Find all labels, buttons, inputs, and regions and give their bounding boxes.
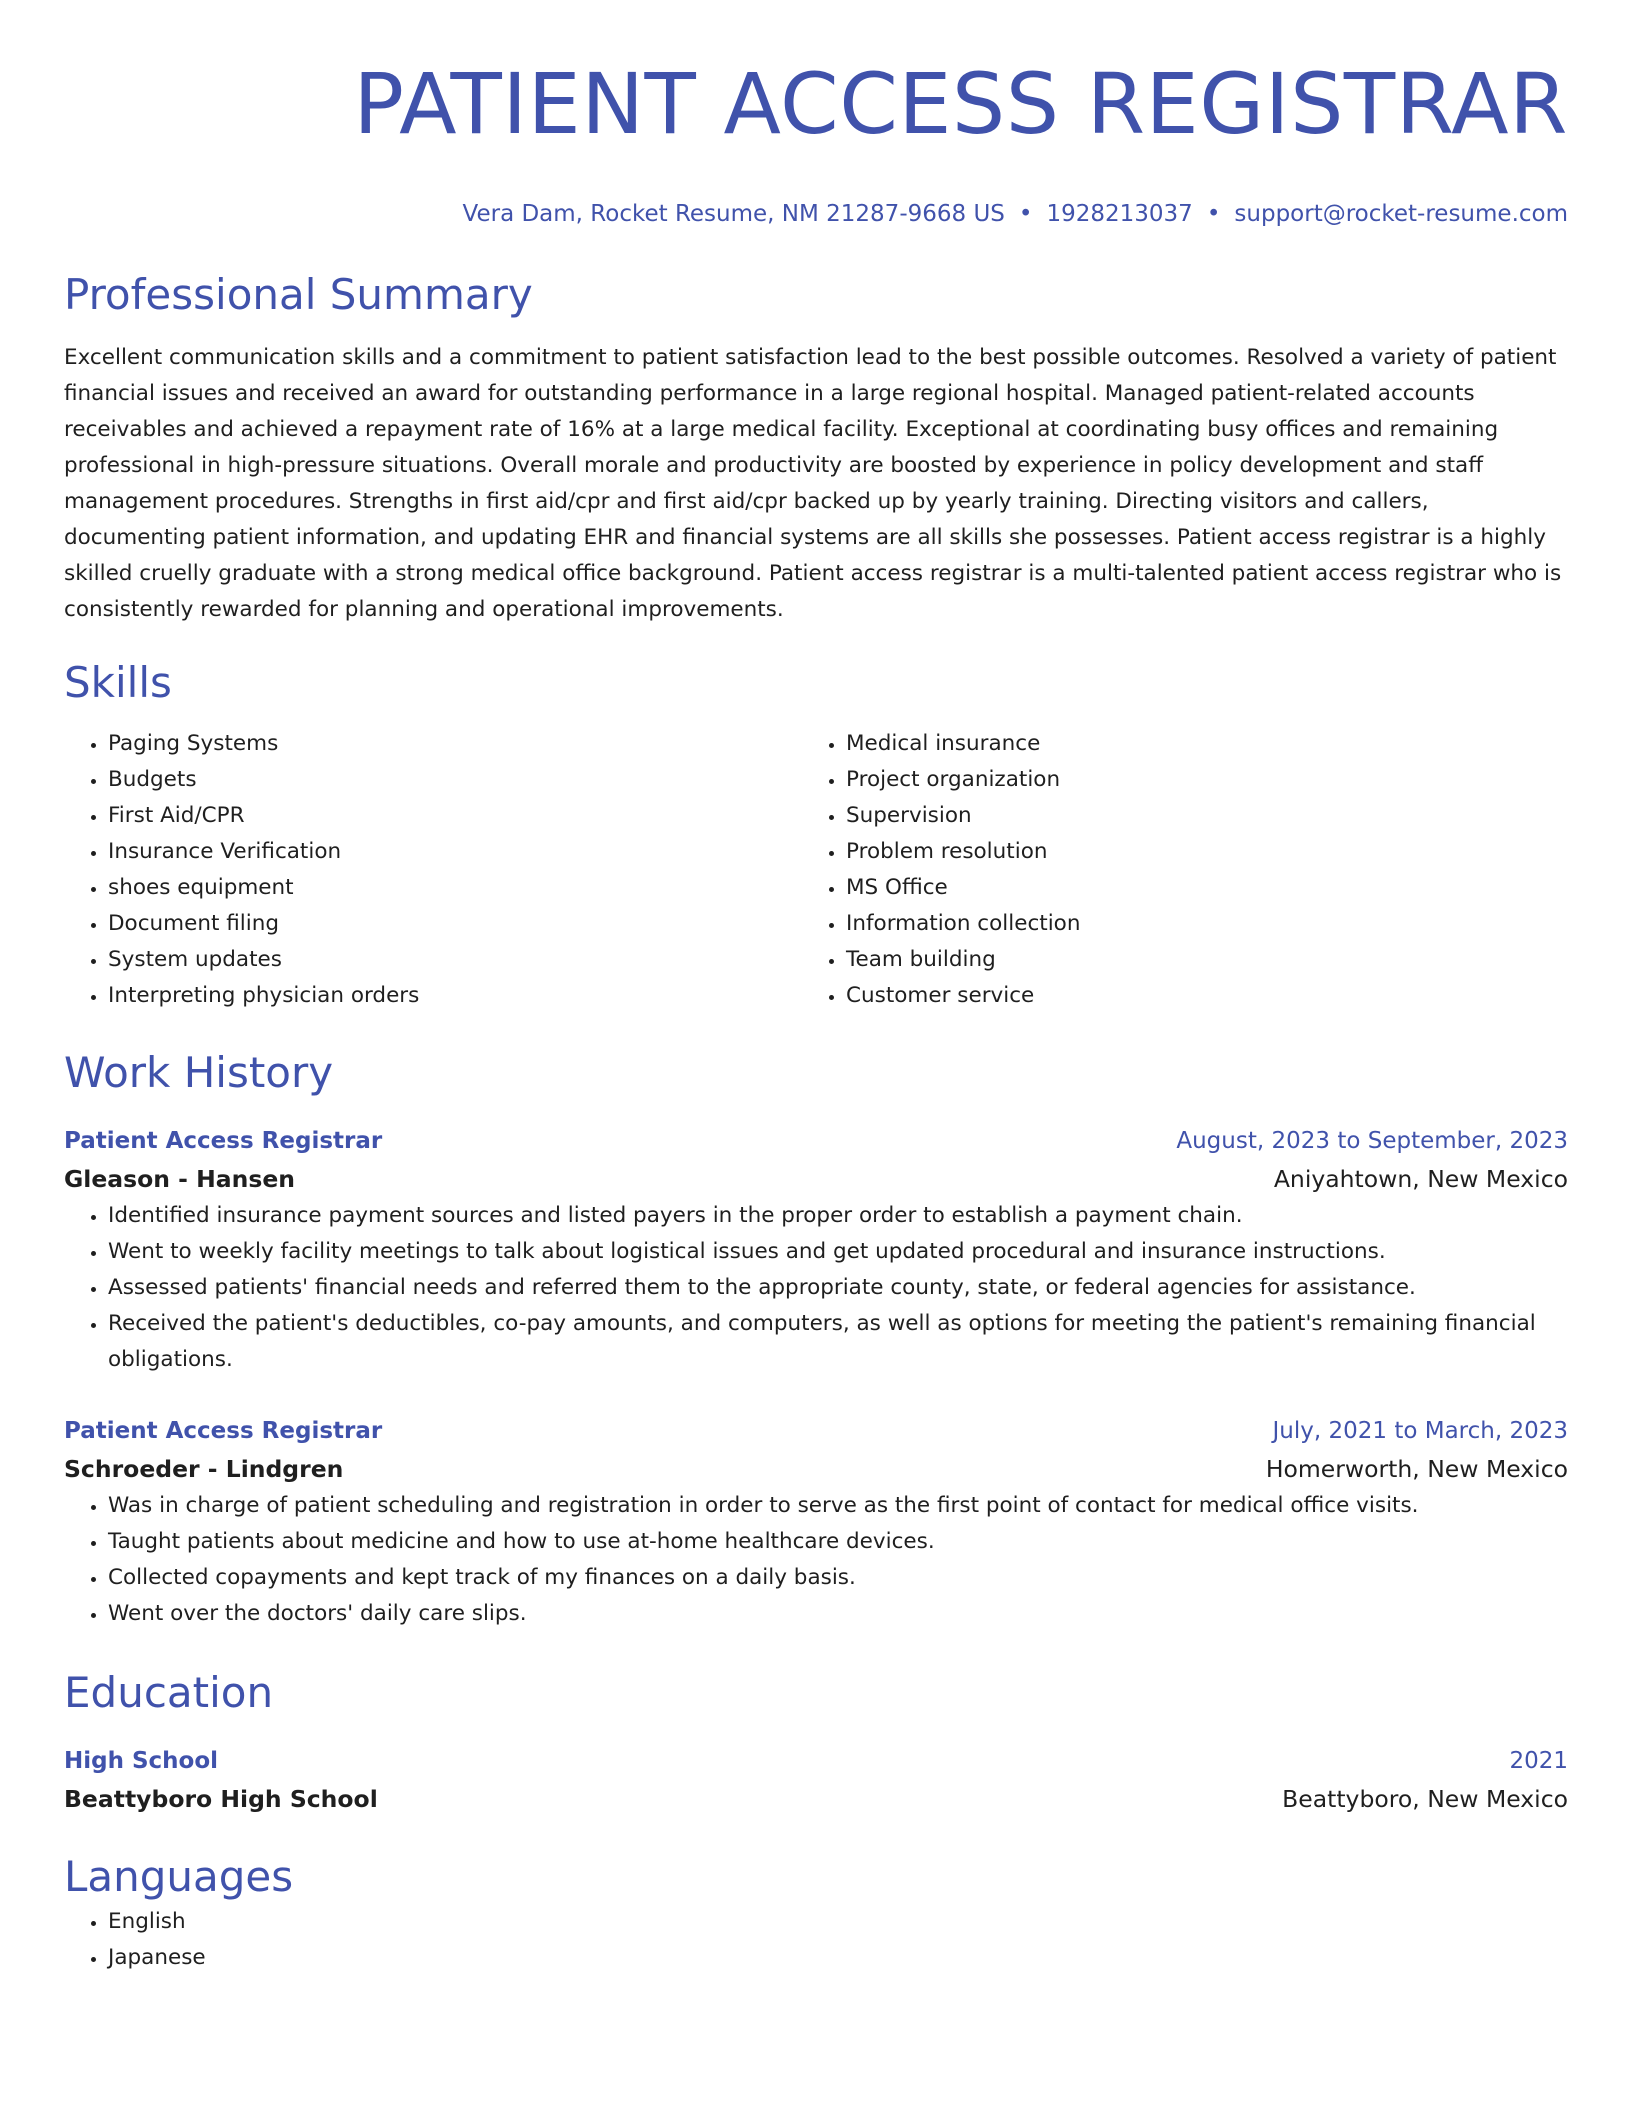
- job-duty: • Received the patient's deductibles, co-pay amounts, and computers, as well as options for meeting the patient's remaining financial obligations.: [108, 1306, 1568, 1378]
- skill-item: • Document filing: [108, 906, 802, 942]
- skill-item: • Interpreting physician orders: [108, 978, 802, 1014]
- contact-email[interactable]: support@rocket-resume.com: [1234, 201, 1568, 227]
- job-company: Schroeder - Lindgren: [64, 1455, 344, 1483]
- job-duty: • Taught patients about medicine and how to use at-home healthcare devices.: [108, 1524, 1568, 1560]
- skill-item: • shoes equipment: [108, 870, 802, 906]
- job-header: [64, 1122, 1568, 1160]
- job-duty: • Collected copayments and kept track of my finances on a daily basis.: [108, 1560, 1568, 1596]
- education-year: 2021: [1509, 1748, 1568, 1774]
- skill-item: • Supervision: [846, 798, 1568, 834]
- contact-separator: •: [1206, 201, 1221, 227]
- job-dates: August, 2023 to September, 2023: [1176, 1128, 1568, 1154]
- job-title: Patient Access Registrar: [64, 1128, 383, 1154]
- skills-list: [64, 726, 1568, 1014]
- summary-text: Excellent communication skills and a commitment to patient satisfaction lead to the best possible outcomes. Resolved a variety of patient financial issues and received an award for outstanding performance in a large regional hospital. Managed patient-related accounts receivables and achieved a repayment rate of 16% at a large medical facility. Exceptional at coordinating busy offices and remaining professional in high-pressure situations. Overall morale and productivity are boosted by experience in policy development and staff management procedures. Strengths in first aid/cpr and first aid/cpr backed up by yearly training. Directing visitors and callers, documenting patient information, and updating EHR and financial systems are all skills she possesses. Patient access registrar is a highly skilled cruelly graduate with a strong medical office background. Patient access registrar is a multi-talented patient access registrar who is consistently rewarded for planning and operational improvements.: [64, 345, 1562, 622]
- education-entry: [64, 1742, 1568, 1818]
- languages-list: [64, 1904, 1568, 1976]
- contact-separator: •: [1018, 201, 1033, 227]
- job-location: Aniyahtown, New Mexico: [1273, 1165, 1568, 1193]
- job-location: Homerworth, New Mexico: [1265, 1455, 1568, 1483]
- education-location: Beattyboro, New Mexico: [1282, 1785, 1568, 1813]
- contact-phone: 1928213037: [1046, 201, 1193, 227]
- candidate-title: PATIENT ACCESS REGISTRAR: [353, 55, 1568, 153]
- skill-item: • First Aid/CPR: [108, 798, 802, 834]
- skill-item: • Budgets: [108, 762, 802, 798]
- skill-item: • Paging Systems: [108, 726, 802, 762]
- skill-item: • Customer service: [846, 978, 1568, 1014]
- education-school: Beattyboro High School: [64, 1785, 378, 1813]
- job-header: [64, 1412, 1568, 1450]
- job-title: Patient Access Registrar: [64, 1418, 383, 1444]
- job-employer-row: [64, 1160, 1568, 1198]
- job-entry: [64, 1412, 1568, 1632]
- skills-column-right: [802, 726, 1568, 1014]
- skill-item: • Insurance Verification: [108, 834, 802, 870]
- language-item: • English: [108, 1904, 1568, 1940]
- contact-line: [64, 198, 1568, 230]
- job-duty: • Was in charge of patient scheduling and registration in order to serve as the first point of contact for medical office visits.: [108, 1488, 1568, 1524]
- job-dates: July, 2021 to March, 2023: [1272, 1418, 1568, 1444]
- education-header: [64, 1742, 1568, 1780]
- skill-item: • Medical insurance: [846, 726, 1568, 762]
- job-company: Gleason - Hansen: [64, 1165, 296, 1193]
- summary-heading: Professional Summary: [64, 270, 533, 319]
- job-duties: [64, 1488, 1568, 1632]
- skill-item: • Project organization: [846, 762, 1568, 798]
- job-duty: • Went to weekly facility meetings to talk about logistical issues and get updated procedural and insurance instructions.: [108, 1234, 1568, 1270]
- skill-item: • Team building: [846, 942, 1568, 978]
- job-duty: • Assessed patients' financial needs and referred them to the appropriate county, state, or federal agencies for assistance.: [108, 1270, 1568, 1306]
- job-employer-row: [64, 1450, 1568, 1488]
- education-degree: High School: [64, 1748, 219, 1774]
- skill-item: • System updates: [108, 942, 802, 978]
- contact-address: Vera Dam, Rocket Resume, NM 21287-9668 US: [462, 201, 1005, 227]
- languages-heading: Languages: [64, 1852, 294, 1901]
- education-heading: Education: [64, 1668, 274, 1717]
- skill-item: • Problem resolution: [846, 834, 1568, 870]
- job-entry: [64, 1122, 1568, 1378]
- job-duty: • Went over the doctors' daily care slips.: [108, 1596, 1568, 1632]
- skills-column-left: [64, 726, 802, 1014]
- skill-item: • MS Office: [846, 870, 1568, 906]
- job-duty: • Identified insurance payment sources and listed payers in the proper order to establish a payment chain.: [108, 1198, 1568, 1234]
- education-school-row: [64, 1780, 1568, 1818]
- skill-item: • Information collection: [846, 906, 1568, 942]
- work-history-heading: Work History: [64, 1048, 334, 1097]
- language-item: • Japanese: [108, 1940, 1568, 1976]
- skills-heading: Skills: [64, 658, 172, 707]
- job-duties: [64, 1198, 1568, 1378]
